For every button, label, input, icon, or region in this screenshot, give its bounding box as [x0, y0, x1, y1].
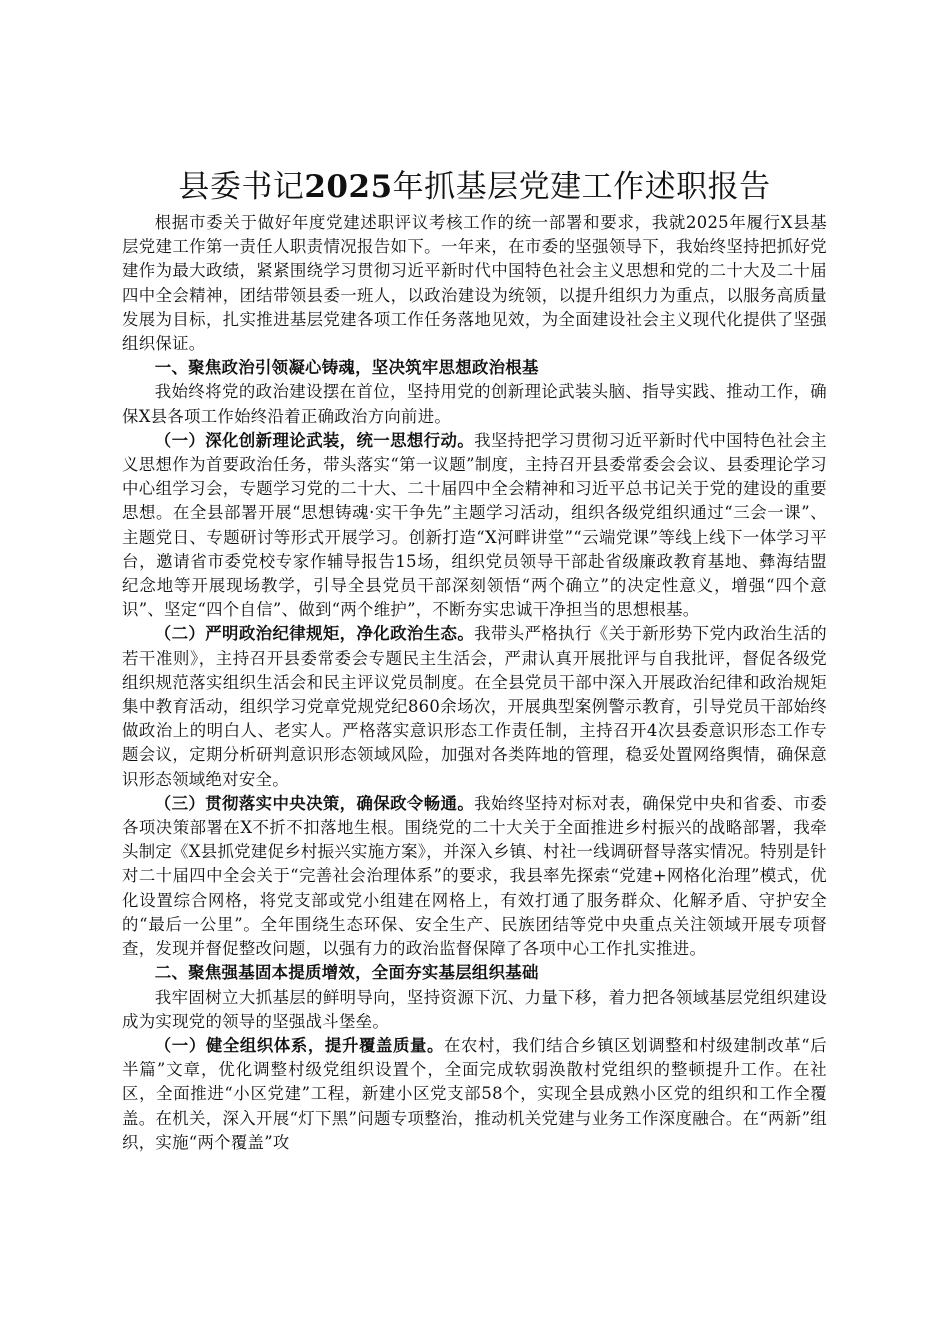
s1-p1-body: 我坚持把学习贯彻习近平新时代中国特色社会主义思想作为首要政治任务，带头落实“第一议题”制度，主持召开县委常委会会议、县委理论学习中心组学习会，专题学习党的二十大、二十届四中全会精神和习近平总书记关于党的建设的重要思想。在全县部署开展“思想铸魂·实干争先”主题学习活动，组织各级党组织通过“三会一课”、主题党日、专题研讨等形式开展学习。创新打造“X河畔讲堂”“云端党课”等线上线下一体学习平台，邀请省市委党校专家作辅导报告15场，组织党员领导干部赴省级廉政教育基地、彝海结盟纪念地等开展现场教学，引导全县党员干部深刻领悟“两个确立”的决定性意义，增强“四个意识”、坚定“四个自信”、做到“两个维护”，不断夯实忠诚干净担当的思想根基。 [122, 430, 827, 620]
title-suffix: 年抓基层党建工作述职报告 [392, 169, 771, 205]
s1-paragraph-2 [122, 622, 827, 791]
title-year: 2025 [304, 169, 393, 205]
s2-p1-body: 在农村，我们结合乡镇区划调整和村级建制改革“后半篇”文章，优化调整村级党组织设置个，全面完成软弱涣散村党组织的整顿提升工作。在社区，全面推进“小区党建”工程，新建小区党支部58个，实现全县成熟小区党的组织和工作全覆盖。在机关，深入开展“灯下黑”问题专项整治，推动机关党建与业务工作深度融合。在“两新”组织，实施“两个覆盖”攻 [122, 1035, 827, 1152]
document-title [122, 165, 827, 209]
s1-paragraph-1 [122, 429, 827, 623]
title-prefix: 县委书记 [178, 169, 305, 205]
section1-heading: 一、聚焦政治引领凝心铸魂，坚决筑牢思想政治根基 [154, 358, 539, 378]
section2-heading: 二、聚焦强基固本提质增效，全面夯实基层组织基础 [154, 963, 539, 983]
s1-p1-lead: （一）深化创新理论武装，统一思想行动。 [154, 430, 475, 450]
s2-paragraph-1 [122, 1034, 827, 1155]
s1-p2-body: 我带头严格执行《关于新形势下党内政治生活的若干准则》，主持召开县委常委会专题民主生活会，严肃认真开展批评与自我批评，督促各级党组织规范落实组织生活会和民主评议党员制度。在全县党员干部中深入开展政治纪律和政治规矩集中教育活动，组织学习党章党规党纪860余场次，开展典型案例警示教育，引导党员干部始终做政治上的明白人、老实人。严格落实意识形态工作责任制，主持召开4次县委意识形态工作专题会议，定期分析研判意识形态领域风险，加强对各类阵地的管理，稳妥处置网络舆情，确保意识形态领域绝对安全。 [122, 624, 827, 789]
section2-intro: 我牢固树立大抓基层的鲜明导向，坚持资源下沉、力量下移，着力把各领域基层党组织建设成为实现党的领导的坚强战斗堡垒。 [122, 987, 827, 1031]
document-page [122, 165, 827, 1155]
s1-p3-body: 我始终坚持对标对表，确保党中央和省委、市委各项决策部署在X不折不扣落地生根。围绕党的二十大关于全面推进乡村振兴的战略部署，我牵头制定《X县抓党建促乡村振兴实施方案》，并深入乡镇、村社一线调研督导落实情况。特别是针对二十届四中全会关于“完善社会治理体系”的要求，我县率先探索“党建+网格化治理”模式，优化设置综合网格，将党支部或党小组建在网格上，有效打通了服务群众、化解矛盾、守护安全的“最后一公里”。全年围绕生态环保、安全生产、民族团结等党中央重点关注领域开展专项督查，发现并督促整改问题，以强有力的政治监督保障了各项中心工作扎实推进。 [122, 793, 827, 959]
section1-intro: 我始终将党的政治建设摆在首位，坚持用党的创新理论武装头脑、指导实践、推动工作，确保X县各项工作始终沿着正确政治方向前进。 [122, 382, 827, 426]
s2-p1-lead: （一）健全组织体系，提升覆盖质量。 [154, 1035, 445, 1055]
intro-paragraph: 根据市委关于做好年度党建述职评议考核工作的统一部署和要求，我就2025年履行X县基层党建工作第一责任人职责情况报告如下。一年来，在市委的坚强领导下，我始终坚持把抓好党建作为最大政绩，紧紧围绕学习贯彻习近平新时代中国特色社会主义思想和党的二十大及二十届四中全会精神，团结带领县委一班人，以政治建设为统领，以提升组织力为重点，以服务高质量发展为目标，扎实推进基层党建各项工作任务落地见效，为全面建设社会主义现代化提供了坚强组织保证。 [122, 213, 827, 354]
s1-p3-lead: （三）贯彻落实中央决策，确保政令畅通。 [154, 793, 475, 813]
s1-p2-lead: （二）严明政治纪律规矩，净化政治生态。 [154, 624, 475, 644]
s1-paragraph-3 [122, 792, 827, 961]
